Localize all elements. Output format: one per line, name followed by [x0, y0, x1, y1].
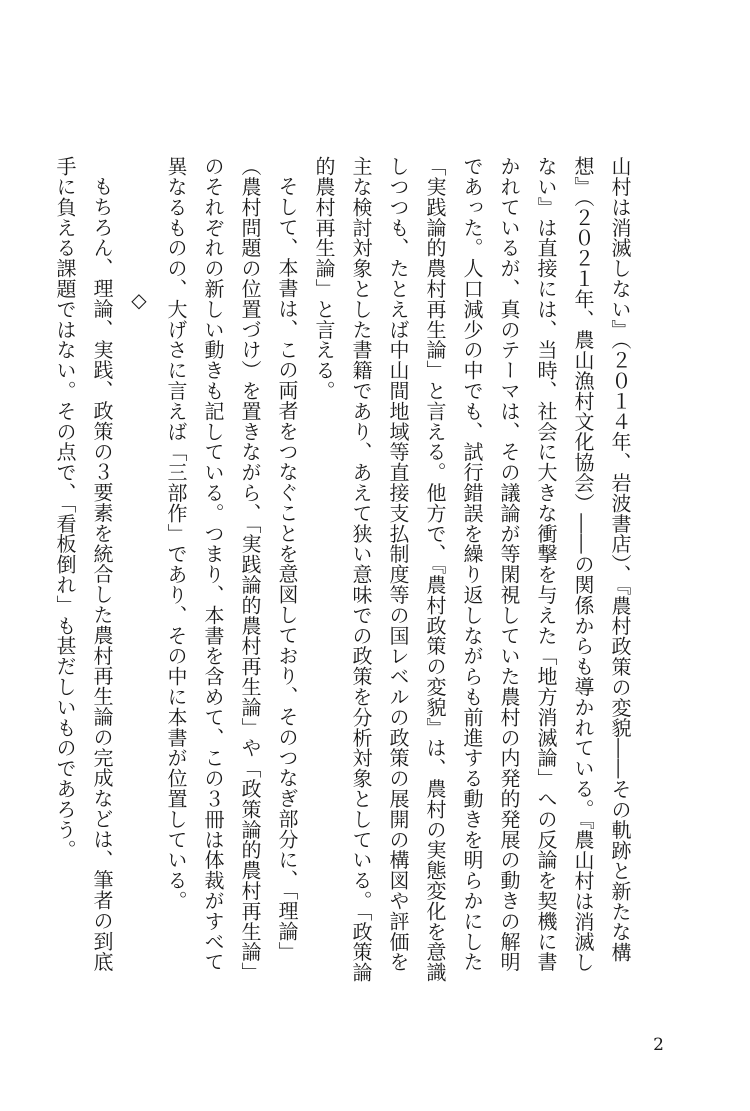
- vertical-text-body: [46, 156, 638, 986]
- paragraph-closing: もちろん、理論、実践、政策の３要素を統合した農村再生論の完成などは、筆者の到底手に負える課題ではない。その点で、「看板倒れ」も甚だしいものであろう。: [53, 156, 114, 972]
- paragraph-continuation: 山村は消滅しない』（２０１４年、岩波書店）、『農村政策の変貌――その軌跡と新たな構想』（２０２１年、農山漁村文化協会）――の関係からも導かれている。『農山村は消滅しない』は直接には、当時、社会に大きな衝撃を与えた「地方消滅論」への反論を契機に書かれているが、真のテーマは、その議論が等閑視していた農村の内発的発展の動きの解明であった。人口減少の中でも、試行錯誤を繰り返しながらも前進する動きを明らかにした「実践論的農村再生論」と言える。他方で、『農村政策の変貌』は、農村の実態変化を意識しつつも、たとえば中山間地域等直接支払制度等の国レベルの政策の展開の構図や評価を主な検討対象とした書籍であり、あえて狭い意味での政策を分析対象としている。「政策論的農村再生論」と言える。: [312, 156, 632, 983]
- section-separator-diamond: ◇: [127, 288, 151, 313]
- page-number: 2: [653, 1035, 664, 1055]
- paragraph-trilogy: そして、本書は、この両者をつなぐことを意図しており、そのつなぎ部分に、「理論」（農村問題の位置づけ）を置きながら、「実践論的農村再生論」や「政策論的農村再生論」のそれぞれの新しい動きも記している。つまり、本書を含めて、この３冊は体裁がすべて異なるものの、大げさに言えば「三部作」であり、その中に本書が位置している。: [164, 156, 299, 983]
